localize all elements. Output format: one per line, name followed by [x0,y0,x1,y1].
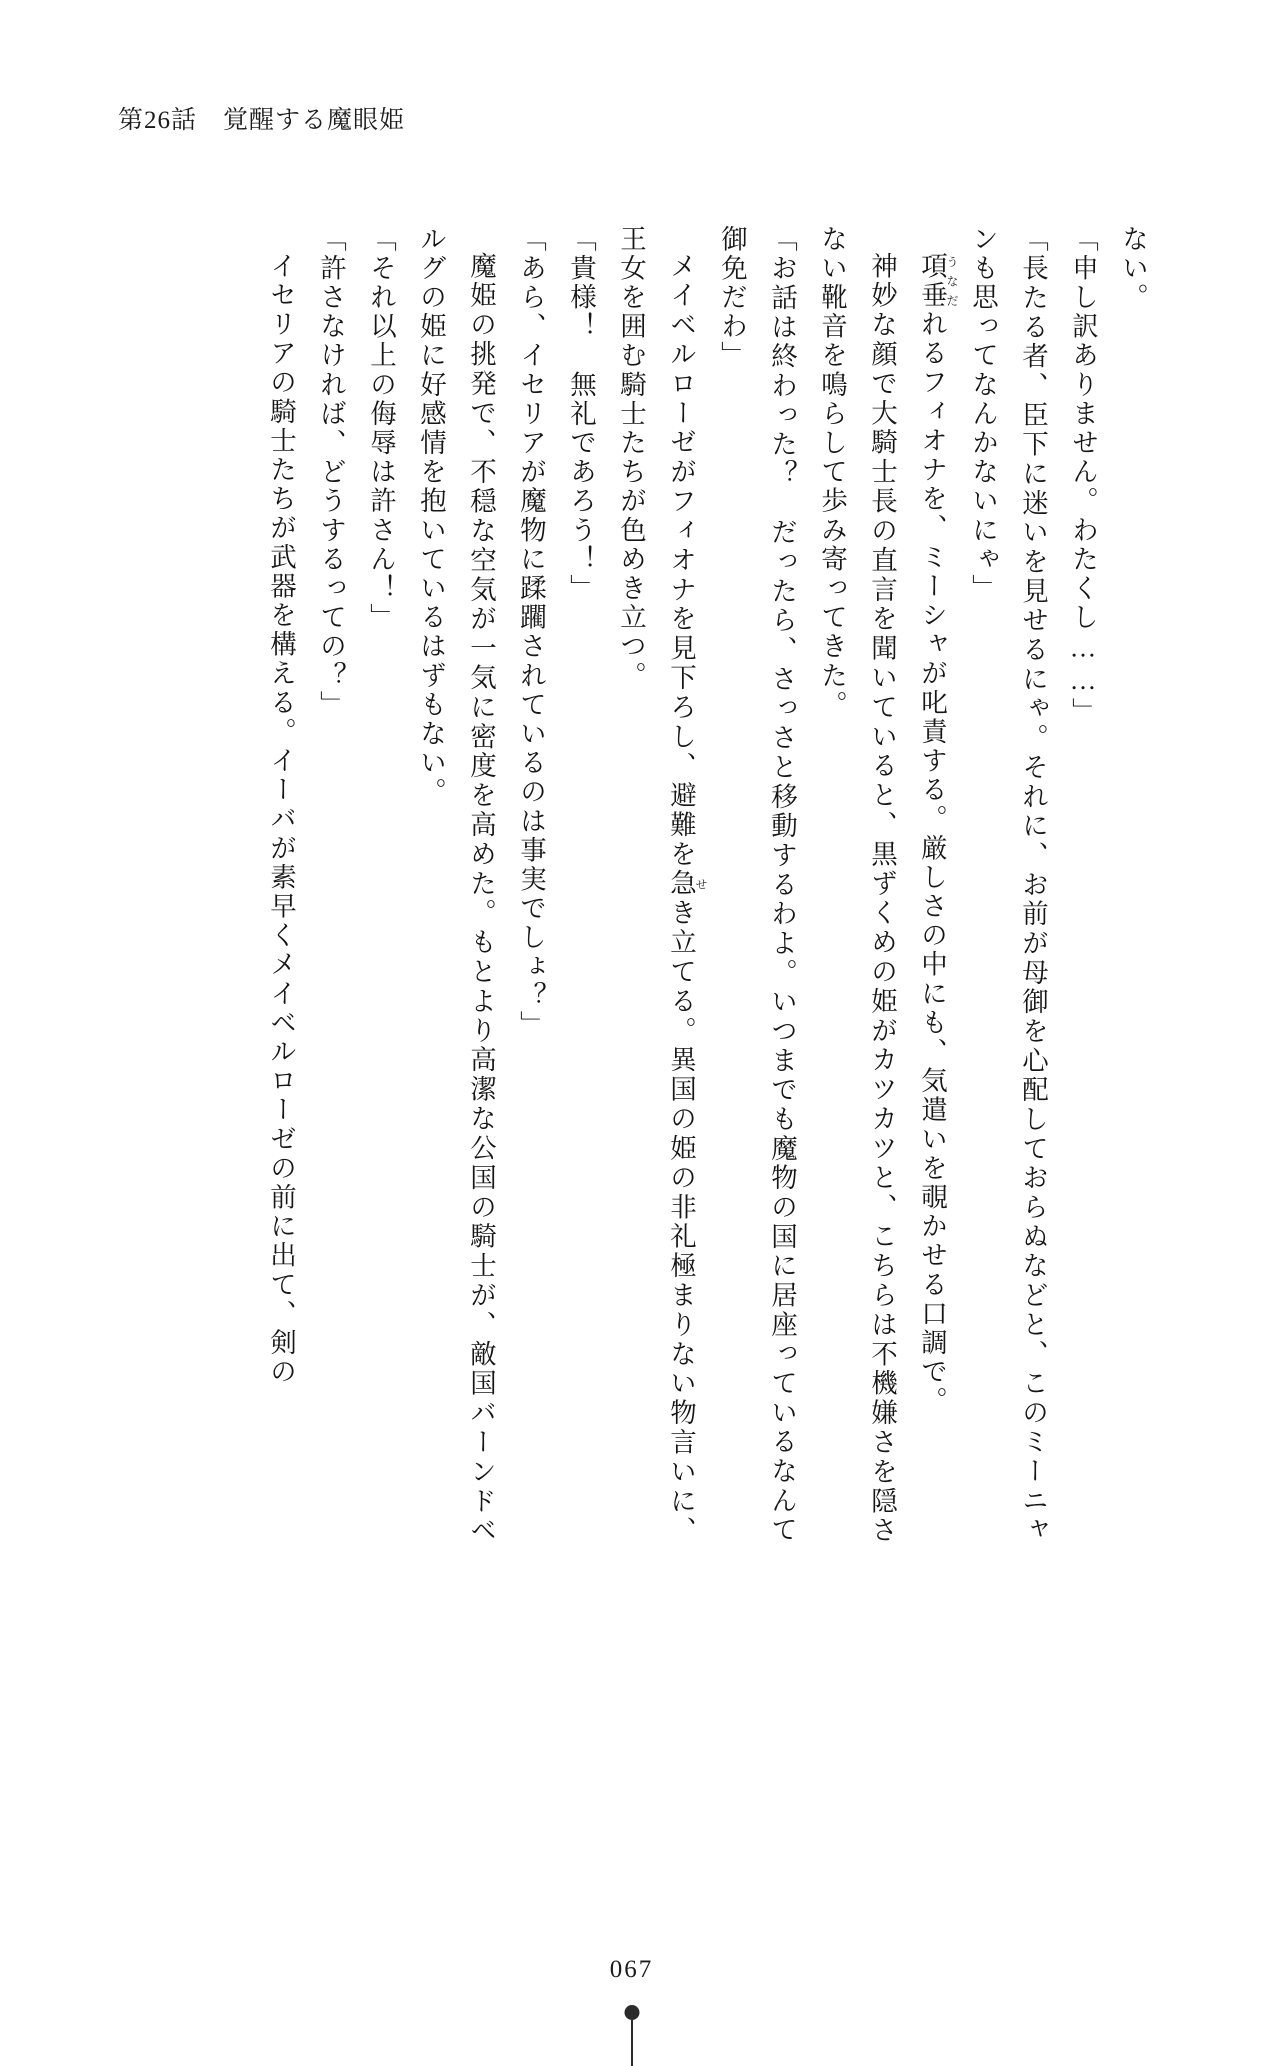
paragraph-2: 「長たる者、臣下に迷いを見せるにゃ。それに、お前が母御を心配しておらぬなどと、このミーニャンも思ってなんかないにゃ」 [968,225,1048,1545]
footer-dot-ornament [624,2005,639,2020]
ruby-seki: 急せ [666,869,708,899]
paragraph-10: 「それ以上の侮辱は許さん！」 [366,225,396,633]
paragraph-0: ない。 [1118,225,1148,313]
ruby-unadare: 項垂うなだ [917,251,959,310]
paragraph-6-head: メイベルローゼがフィオナを見下ろし、避難を [666,251,696,869]
running-head: 第26話 覚醒する魔眼姫 [118,107,406,134]
paragraph-9: 魔姫の挑発で、不穏な空気が一気に密度を高めた。もとより高潔な公国の騎士が、敵国バーンドベルグの姫に好感情を抱いているはずもない。 [416,225,496,1545]
body-text [98,225,1158,1545]
paragraph-7: 「貴様！ 無礼であろう！」 [566,225,596,604]
paragraph-11: 「許さなければ、どうするっての？」 [316,225,346,720]
paragraph-4: 神妙な顔で大騎士長の直言を聞いていると、黒ずくめの姫がカツカツと、こちらは不機嫌さを隠さない靴音を鳴らして歩み寄ってきた。 [817,225,897,1545]
footer-rule-ornament [631,2020,633,2066]
paragraph-6 [606,225,707,1545]
paragraph-1: 「申し訳ありません。わたくし……」 [1068,225,1098,727]
page-number: 067 [609,1956,654,1983]
paragraph-5: 「お話は終わった？ だったら、さっさと移動するわよ。いつまでも魔物の国に居座っているなんて御免だわ」 [717,225,797,1545]
paragraph-6-tail: き立てる。異国の姫の非礼極まりない物言いに、王女を囲む騎士たちが色めき立つ。 [616,225,696,1545]
paragraph-3 [907,225,958,1545]
paragraph-8: 「あら、イセリアが魔物に蹂躙されているのは事実でしょ？」 [516,225,546,1040]
paragraph-12: イセリアの騎士たちが武器を構える。イーバが素早くメイベルローゼの前に出て、剣の [266,251,296,1387]
paragraph-3-rest: れるフィオナを、ミーシャが叱責する。厳しさの中にも、気遣いを覗かせる口調で。 [917,309,947,1416]
